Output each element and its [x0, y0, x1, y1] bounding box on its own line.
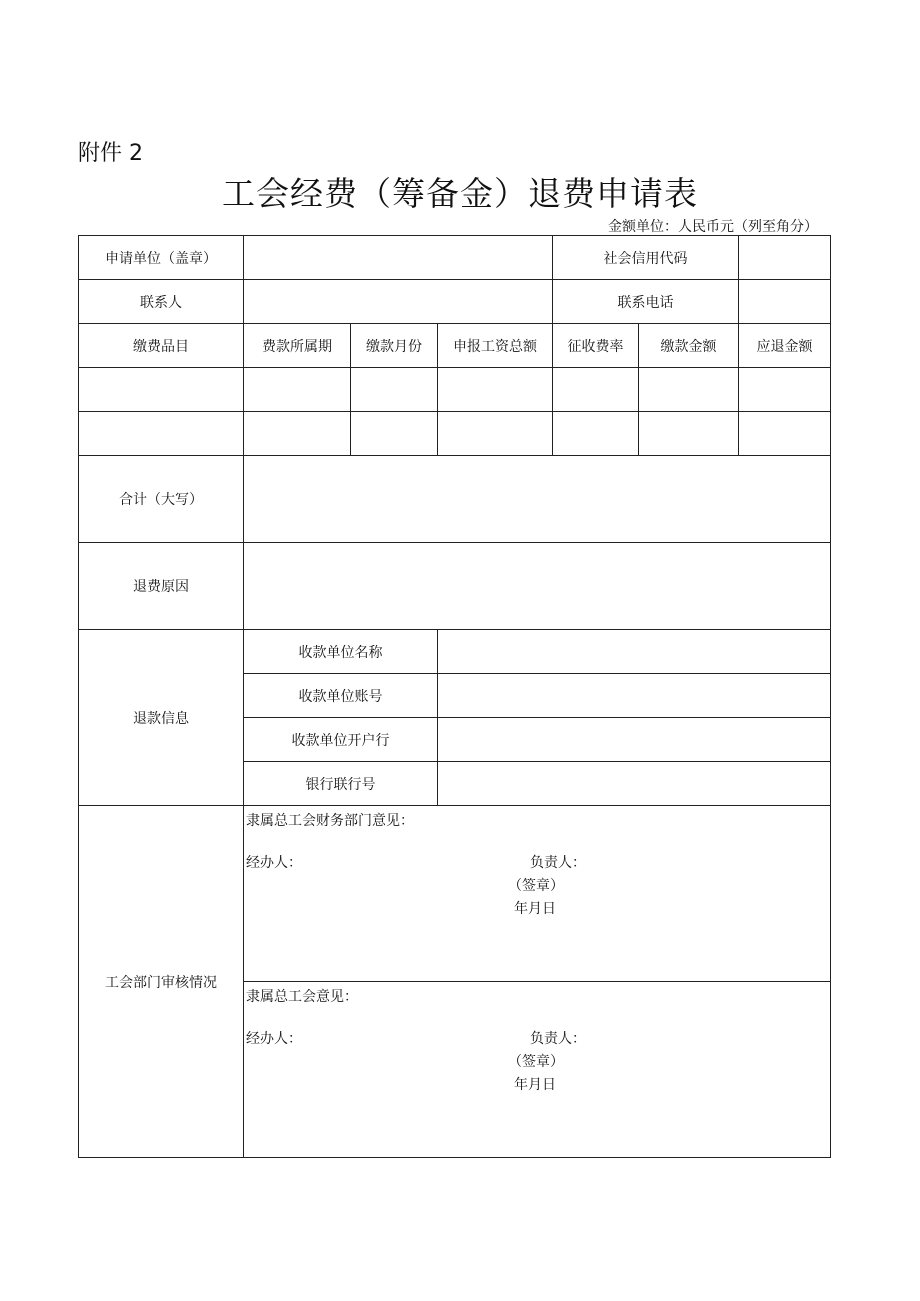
payee-name-input[interactable] [438, 630, 831, 674]
table-cell[interactable] [244, 412, 351, 456]
table-cell[interactable] [351, 412, 438, 456]
column-header: 缴款金额 [639, 324, 739, 368]
table-cell[interactable] [639, 368, 739, 412]
table-cell[interactable] [553, 412, 639, 456]
finance-opinion-title: 隶属总工会财务部门意见： [246, 813, 414, 829]
union-seal-label: （签章） [508, 1054, 564, 1070]
column-header: 应退金额 [739, 324, 831, 368]
finance-opinion-box[interactable] [244, 806, 831, 982]
applicant-label: 申请单位（盖章） [79, 236, 244, 280]
amount-unit-note: 金额单位：人民币元（列至角分） [608, 219, 818, 235]
reason-label: 退费原因 [79, 543, 244, 630]
page-title: 工会经费（筹备金）退费申请表 [222, 174, 698, 213]
table-cell[interactable] [244, 368, 351, 412]
table-row [79, 368, 831, 412]
column-header-row [79, 324, 831, 368]
column-header: 缴费品目 [79, 324, 244, 368]
table-cell[interactable] [739, 368, 831, 412]
refund-info-label: 退款信息 [79, 630, 244, 806]
payee-account-input[interactable] [438, 674, 831, 718]
table-cell[interactable] [553, 368, 639, 412]
union-date-label: 年月日 [514, 1077, 556, 1093]
union-responsible-label: 负责人： [530, 1031, 586, 1047]
contact-input[interactable] [244, 280, 553, 324]
column-header: 征收费率 [553, 324, 639, 368]
table-cell[interactable] [351, 368, 438, 412]
column-header: 申报工资总额 [438, 324, 553, 368]
reason-input[interactable] [244, 543, 831, 630]
union-opinion-title: 隶属总工会意见： [246, 989, 358, 1005]
payee-bank-label: 收款单位开户行 [244, 718, 438, 762]
contact-label: 联系人 [79, 280, 244, 324]
attachment-label: 附件 2 [78, 141, 143, 166]
finance-handler-label: 经办人： [246, 855, 302, 871]
credit-code-input[interactable] [739, 236, 831, 280]
phone-label: 联系电话 [553, 280, 739, 324]
payee-account-label: 收款单位账号 [244, 674, 438, 718]
phone-input[interactable] [739, 280, 831, 324]
union-handler-label: 经办人： [246, 1031, 302, 1047]
review-label: 工会部门审核情况 [79, 806, 244, 1158]
total-input[interactable] [244, 456, 831, 543]
finance-seal-label: （签章） [508, 878, 564, 894]
union-opinion-box[interactable] [244, 982, 831, 1158]
payee-name-label: 收款单位名称 [244, 630, 438, 674]
credit-code-label: 社会信用代码 [553, 236, 739, 280]
finance-date-label: 年月日 [514, 901, 556, 917]
table-cell[interactable] [438, 368, 553, 412]
column-header: 缴款月份 [351, 324, 438, 368]
finance-responsible-label: 负责人： [530, 855, 586, 871]
bank-code-label: 银行联行号 [244, 762, 438, 806]
bank-code-input[interactable] [438, 762, 831, 806]
total-label: 合计（大写） [79, 456, 244, 543]
refund-application-form [78, 235, 831, 1158]
payee-bank-input[interactable] [438, 718, 831, 762]
table-cell[interactable] [739, 412, 831, 456]
applicant-input[interactable] [244, 236, 553, 280]
table-cell[interactable] [639, 412, 739, 456]
table-cell[interactable] [79, 368, 244, 412]
table-cell[interactable] [79, 412, 244, 456]
table-cell[interactable] [438, 412, 553, 456]
column-header: 费款所属期 [244, 324, 351, 368]
table-row [79, 412, 831, 456]
